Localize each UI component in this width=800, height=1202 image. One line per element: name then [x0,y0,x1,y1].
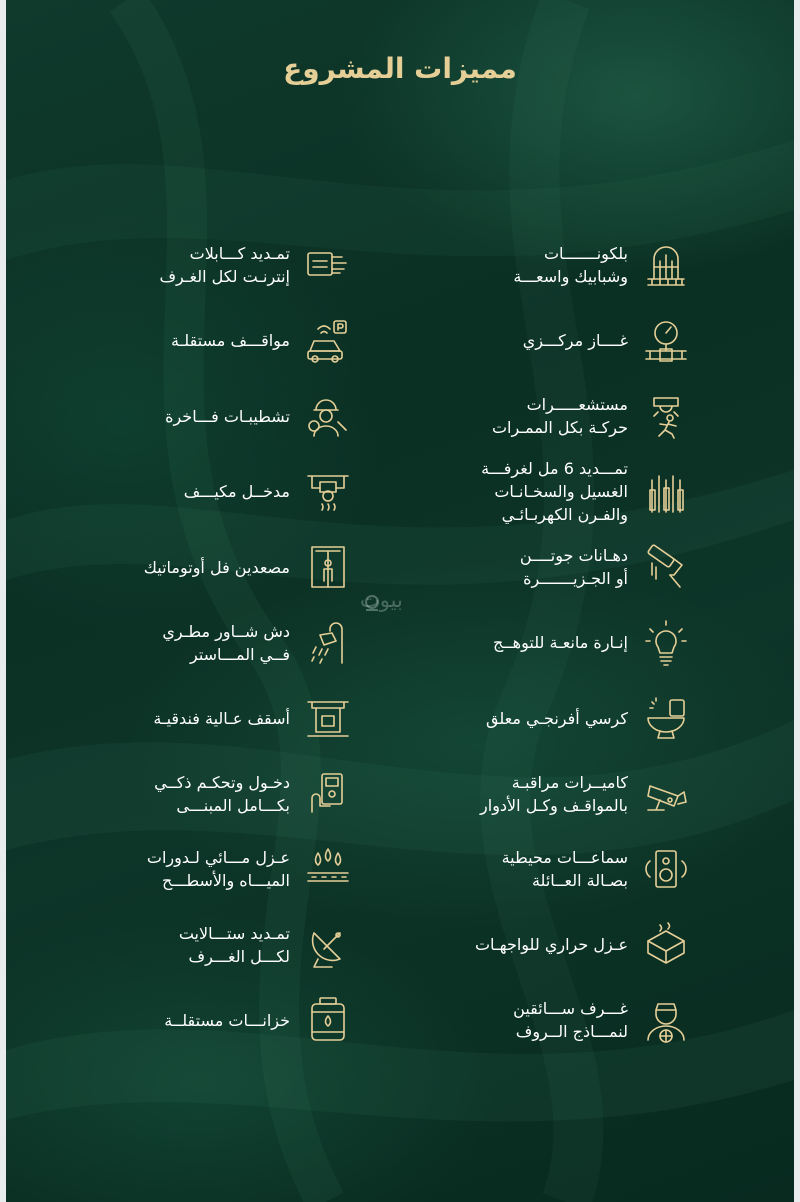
feature-label: دش شــاور مطـري فــي المـــاستر [162,621,290,664]
feature-label: بلكونـــــــات وشبابيك واسعـــة [513,244,628,286]
feature-item [440,759,692,829]
parking-icon [302,315,354,367]
feature-item [112,457,354,527]
smart-lock-icon [302,768,354,820]
feature-label: مواقـــف مستقلـة [171,331,290,350]
feature-item [440,381,692,451]
motion-sensor-icon [640,390,692,442]
feature-label: أسقف عـالية فندقيـة [153,708,290,728]
feature-item [112,985,354,1055]
feature-item [112,759,354,829]
elevator-icon [302,541,354,593]
worker-icon [302,390,354,442]
paint-roller-icon [640,541,692,593]
feature-item [112,608,354,678]
feature-item [440,834,692,904]
feature-label: مصعدين فل أوتوماتيك [143,557,290,577]
feature-label: إنـارة مانعـة للتوهــج [492,633,628,652]
waterproofing-icon [302,843,354,895]
feature-item [440,683,692,753]
feature-label: غـــرف ســـائقين لنمـــاذج الــروف [513,999,628,1041]
feature-item [112,306,354,376]
feature-label: سماعـــات محيطية بصـالة العــائلة [501,848,628,890]
rain-shower-icon [302,617,354,669]
feature-label: عـزل مـــائي لـدورات الميـــاه والأسطـــح [146,848,290,890]
security-camera-icon [640,768,692,820]
thermal-insulation-icon [640,919,692,971]
feature-item [440,532,692,602]
feature-item [440,985,692,1055]
feature-label: غــــاز مركـــزي [522,331,628,350]
internet-cable-icon [302,239,354,291]
wiring-icon [640,466,692,518]
feature-label: مدخــل مكيـــف [183,482,290,501]
feature-label: تمـديد كـــابلات إنترنـت لكل الغـرف [159,244,290,286]
feature-item [440,457,692,527]
driver-icon [640,994,692,1046]
ac-vent-icon [302,466,354,518]
toilet-icon [640,692,692,744]
watermark-text: بيوت [360,588,403,612]
page-title: مميزات المشروع [283,52,517,85]
feature-label: تمـديد ستـــالايت لكـــل الغـــرف [178,923,290,966]
feature-label: كاميــرات مراقبـة بالمواقـف وكـل الأدوار [480,772,628,815]
feature-item [112,381,354,451]
speaker-icon [640,843,692,895]
feature-label: خزانـــات مستقلــة [164,1010,290,1030]
high-ceiling-icon [302,692,354,744]
feature-item [440,230,692,300]
feature-item [440,608,692,678]
feature-label: تشطيبـات فـــاخرة [165,406,290,426]
balcony-icon [640,239,692,291]
feature-label: دهـانات جوتــــن أو الجـزيـــــــرة [519,546,628,588]
feature-item [440,910,692,980]
feature-label: تمـــديد 6 مل لغرفـــة الغسيل والسخـانـات والفـرن الكهربـائـي [481,459,628,524]
light-bulb-icon [640,617,692,669]
water-tank-icon [302,994,354,1046]
feature-item [112,683,354,753]
gas-meter-icon [640,315,692,367]
feature-label: مستشعـــــرات حركـة بكل الممـرات [491,395,628,437]
feature-label: كرسي أفرنجـي معلق [485,708,628,728]
features-poster [6,0,794,1202]
feature-item [112,834,354,904]
feature-item [112,230,354,300]
feature-item [440,306,692,376]
satellite-dish-icon [302,919,354,971]
feature-item [112,910,354,980]
feature-label: عـزل حراري للواجهـات [474,935,628,954]
feature-label: دخـول وتحكـم ذكــي بكـــامل المبنـــى [154,772,290,815]
feature-item [112,532,354,602]
